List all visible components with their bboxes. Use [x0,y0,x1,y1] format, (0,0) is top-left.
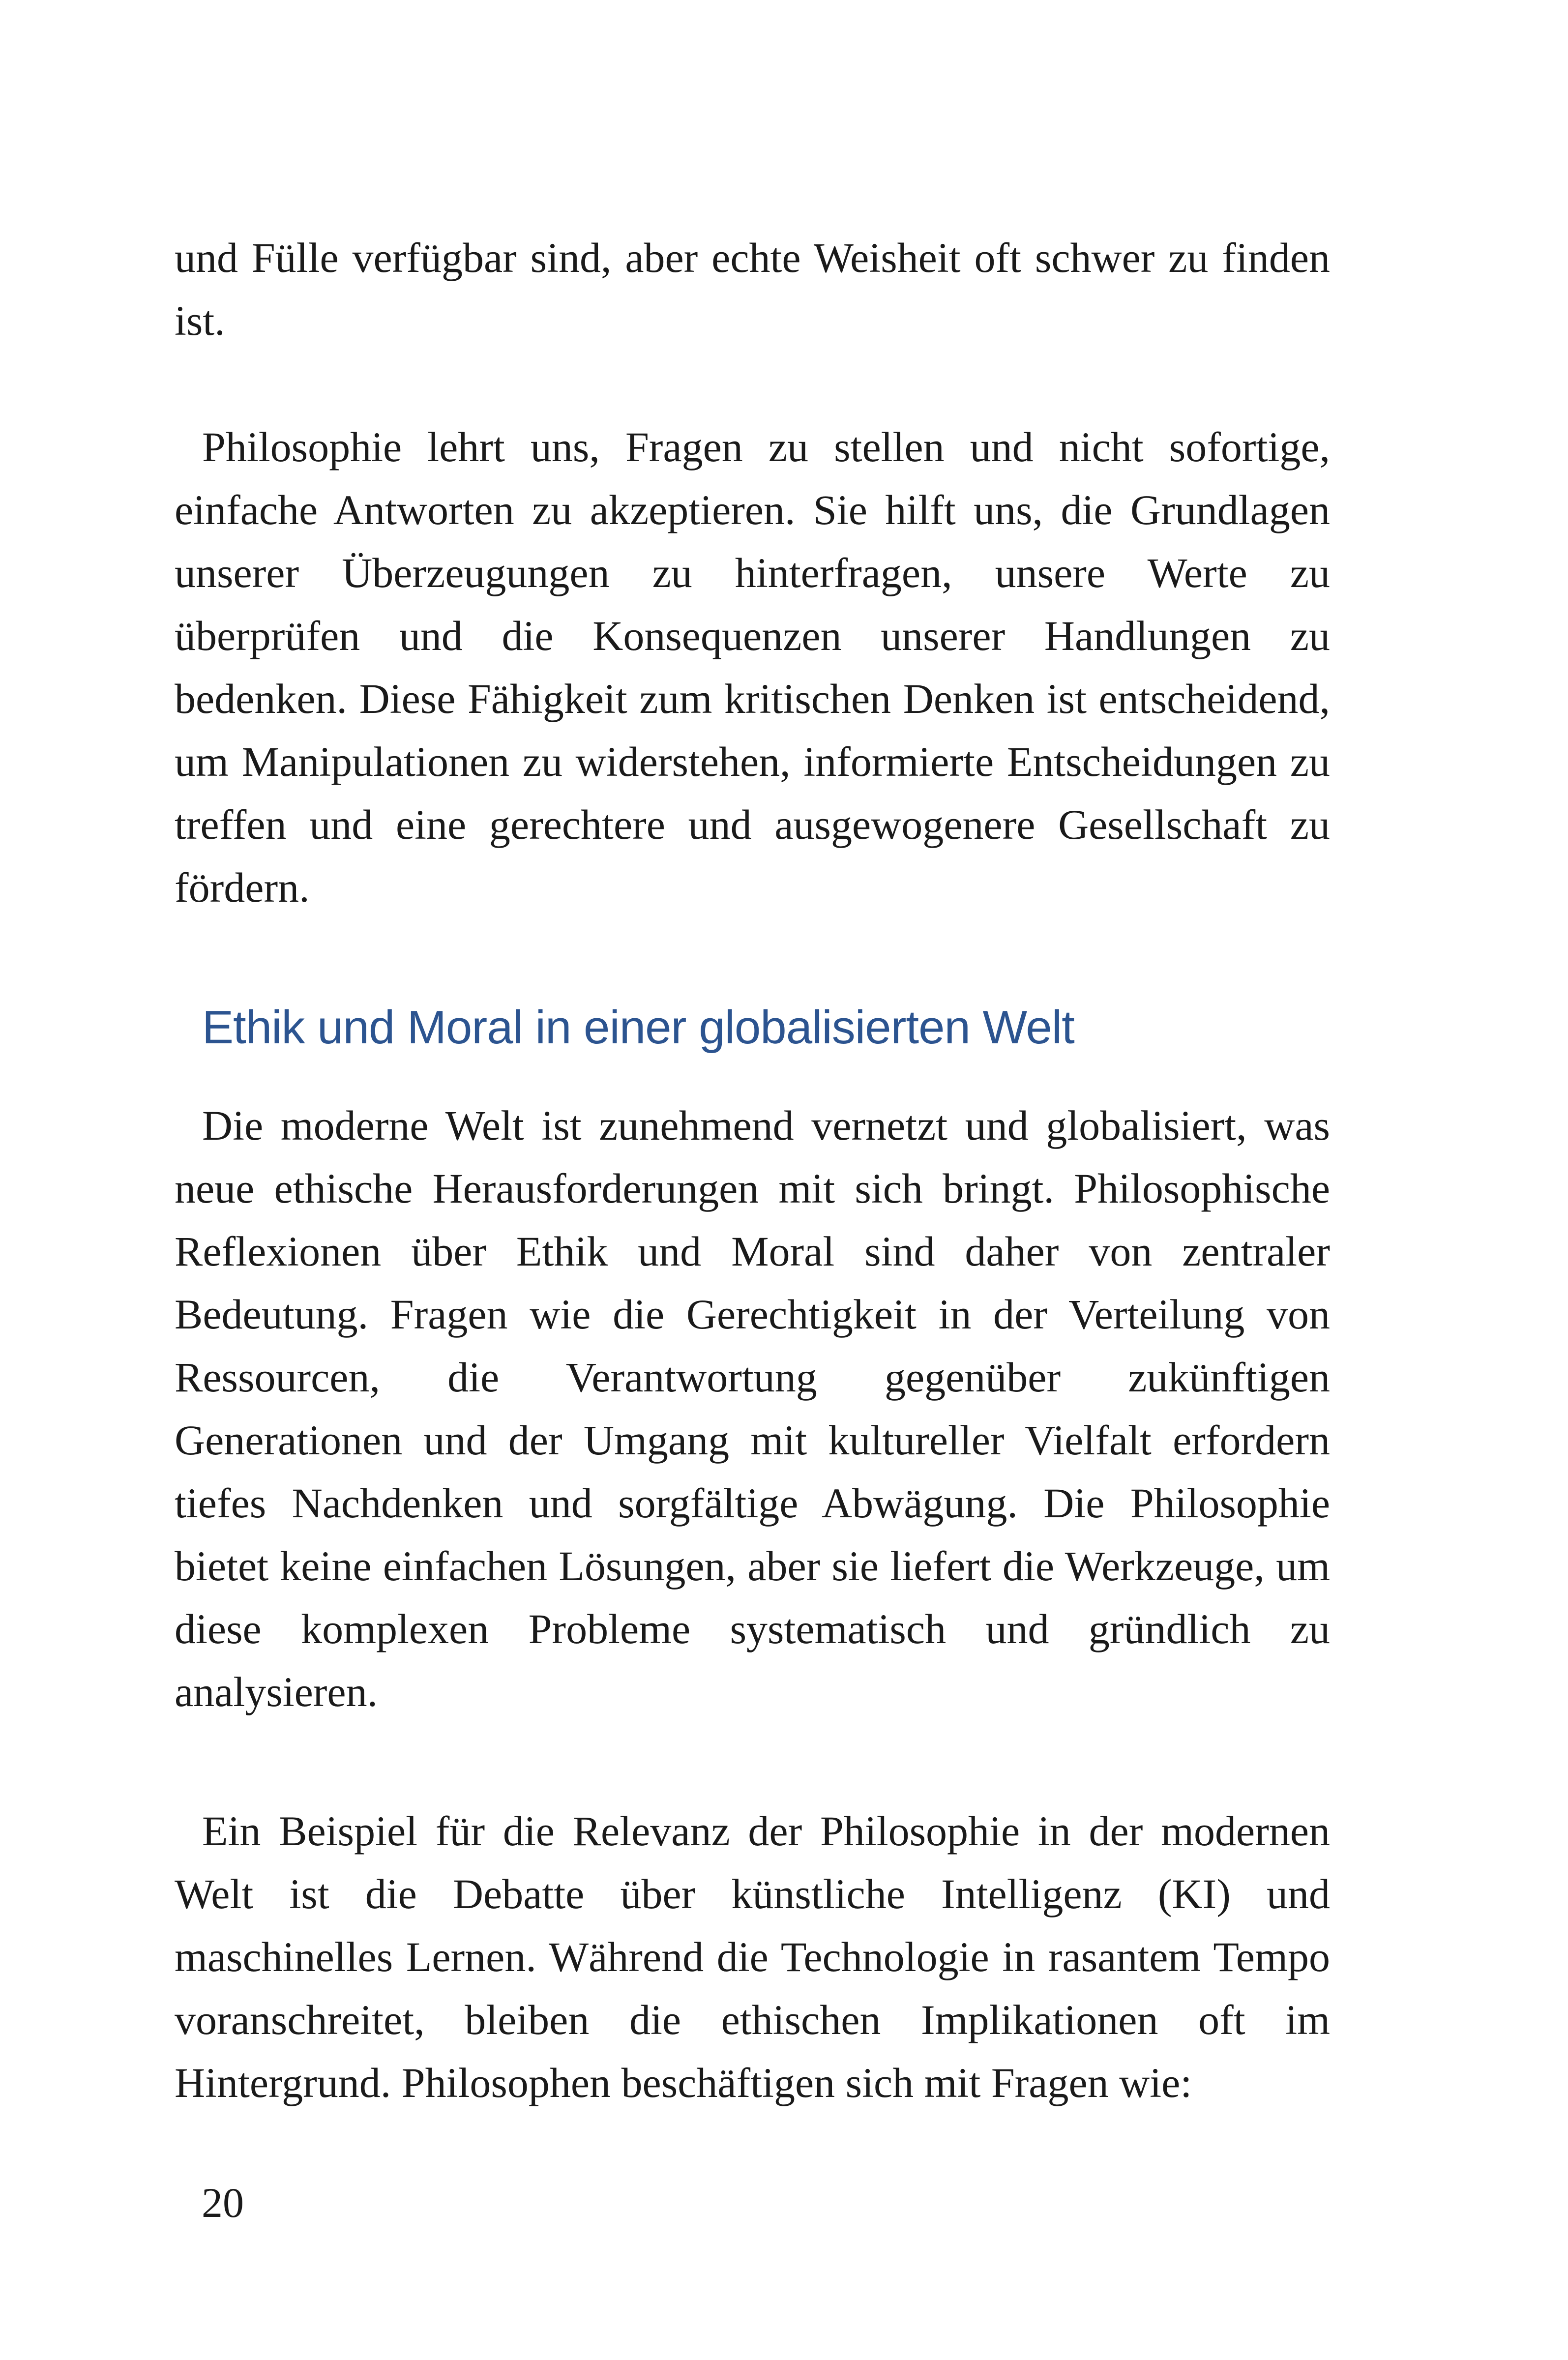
paragraph-continuation: und Fülle verfügbar sind, aber echte Weisheit oft schwer zu finden ist. [175,234,1330,344]
page-number: 20 [202,2179,244,2226]
paragraph-ai-example: Ein Beispiel für die Relevanz der Philosophie in der modernen Welt ist die Debatte über künstliche Intelligenz (KI) und maschinelles Lernen. Während die Technologie in rasantem Tempo voranschreitet, bleiben die ethischen Implikationen oft im Hintergrund. Philosophen beschäftigen sich mit Fragen wie: [175,1807,1330,2106]
paragraph-modern-world-ethics: Die moderne Welt ist zunehmend vernetzt und globalisiert, was neue ethische Herausforderungen mit sich bringt. Philosophische Reflexionen über Ethik und Moral sind daher von zentraler Bedeutung. Fragen wie die Gerechtigkeit in der Verteilung von Ressourcen, die Verantwortung gegenüber zukünftigen Generationen und der Umgang mit kultureller Vielfalt erfordern tiefes Nachdenken und sorgfältige Abwägung. Die Philosophie bietet keine einfachen Lösungen, aber sie liefert die Werkzeuge, um diese komplexen Probleme systematisch und gründlich zu analysieren. [175,1102,1330,1715]
section-heading: Ethik und Moral in einer globalisierten Welt [202,1001,1074,1054]
paragraph-philosophy-questions: Philosophie lehrt uns, Fragen zu stellen und nicht sofortige, einfache Antworten zu akzeptieren. Sie hilft uns, die Grundlagen unserer Überzeugungen zu hinterfragen, unsere Werte zu überprüfen und die Konsequenzen unserer Handlungen zu bedenken. Diese Fähigkeit zum kritischen Denken ist entscheidend, um Manipulationen zu widerstehen, informierte Entscheidungen zu treffen und eine gerechtere und ausgewogenere Gesellschaft zu fördern. [175,423,1330,911]
